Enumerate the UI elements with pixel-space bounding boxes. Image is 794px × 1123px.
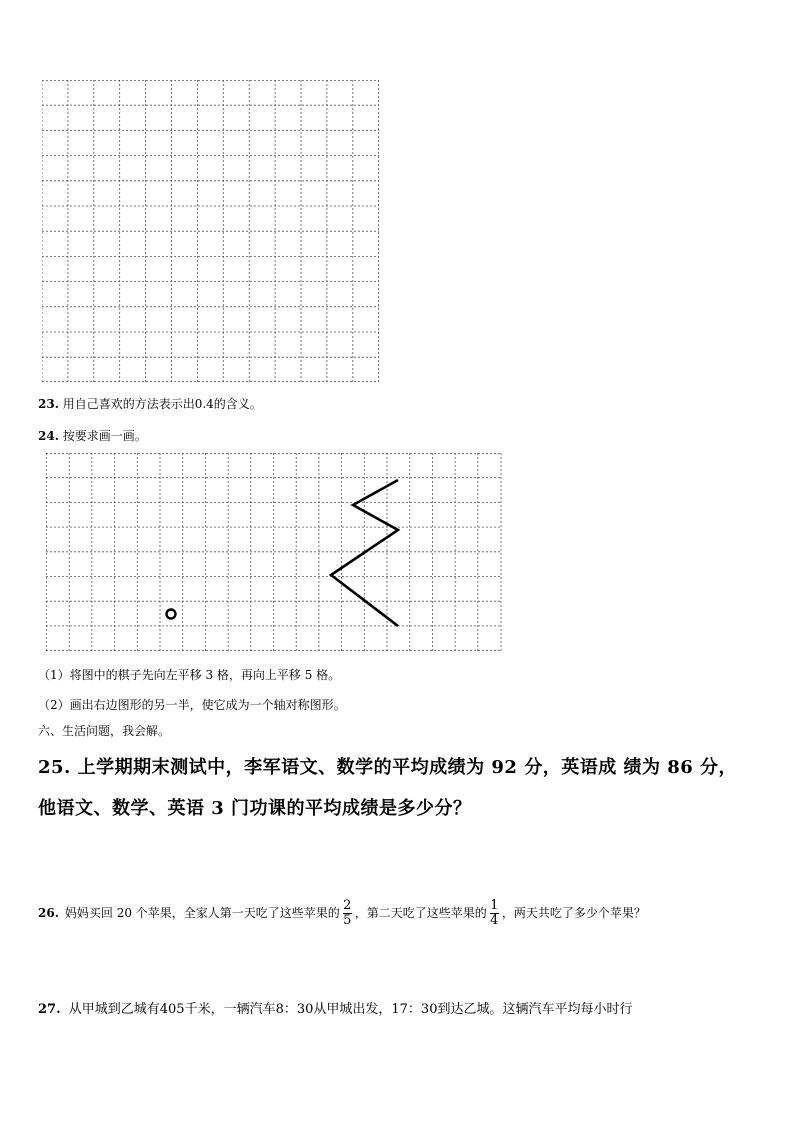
question-25-line2: 他语文、数学、英语 3 门功课的平均成绩是多少分？: [38, 798, 472, 819]
fraction-numerator: 1: [490, 897, 499, 913]
question-text: 按要求画一画。: [62, 429, 147, 443]
task-1: （1）将图中的棋子先向左平移 3 格，再向上平移 5 格。: [38, 668, 341, 682]
fraction-two-fifths: [343, 899, 352, 928]
question-number: 23.: [38, 397, 59, 411]
question-number: 27.: [38, 1002, 61, 1017]
question-text-part2: ，第二天吃了这些苹果的: [354, 906, 487, 920]
question-24: [38, 428, 147, 444]
question-26: [38, 893, 646, 933]
question-text-part1: 妈妈买回 20 个苹果，全家人第一天吃了这些苹果的: [64, 906, 340, 920]
question-text: 用自己喜欢的方法表示出0.4的含义。: [62, 397, 262, 411]
chess-piece: [167, 610, 176, 619]
fraction-denominator: 4: [490, 912, 499, 928]
fraction-denominator: 5: [343, 912, 352, 928]
section-heading: 六、生活问题，我会解。: [38, 724, 171, 738]
fraction-one-quarter: [490, 899, 499, 928]
question-text-line1: 上学期期末测试中，李军语文、数学的平均成绩为 92 分，英语成 绩为 86 分，: [77, 757, 738, 778]
question-27: [38, 1002, 632, 1018]
question-text-part3: ，两天共吃了多少个苹果？: [501, 906, 646, 920]
question-number: 24.: [38, 429, 59, 443]
question-number: 25.: [38, 757, 71, 778]
drawing-grid-q24: [46, 453, 502, 651]
fraction-numerator: 2: [343, 897, 352, 913]
question-23: [38, 396, 262, 412]
question-text: 从甲城到乙城有405千米，一辆汽车8：30从甲城出发，17：30到达乙城。这辆汽车平均每小时行: [68, 1002, 633, 1017]
square-grid-q23: [42, 80, 379, 382]
question-number: 26.: [38, 906, 59, 920]
task-2: （2）画出右边图形的另一半，使它成为一个轴对称图形。: [38, 698, 346, 712]
question-25: [38, 756, 737, 780]
